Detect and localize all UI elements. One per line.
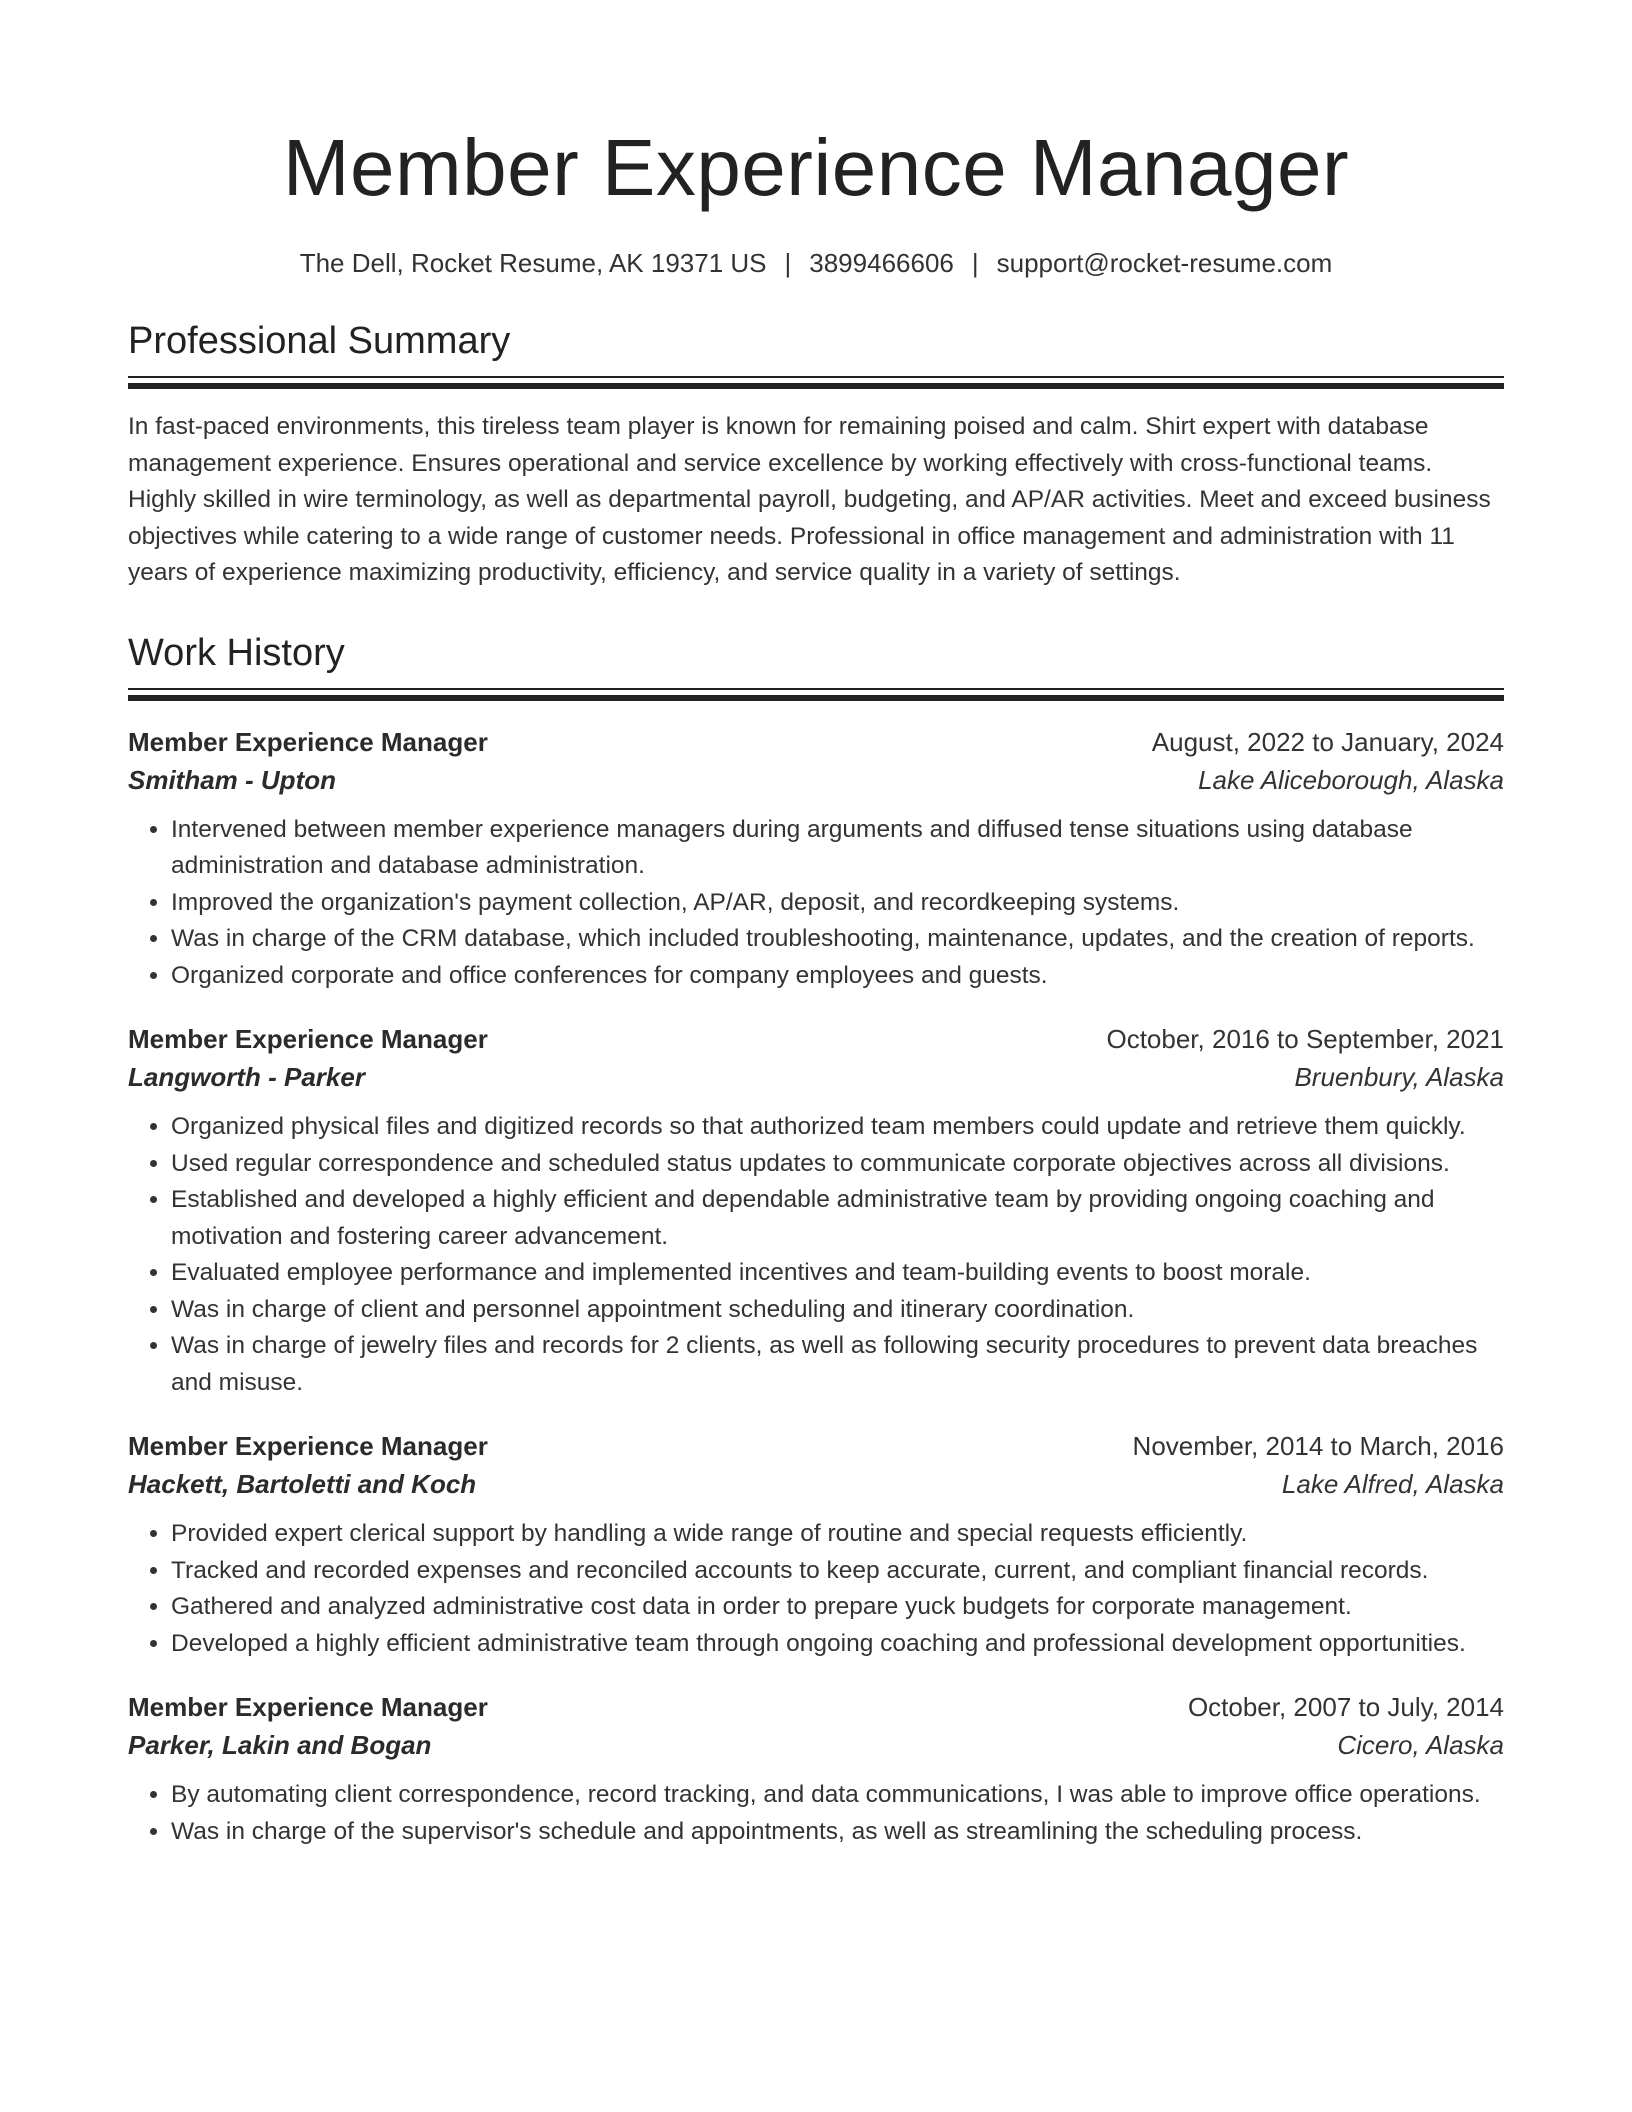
job-location: Cicero, Alaska	[1337, 1730, 1504, 1760]
job-bullet: • Used regular correspondence and scheduled status updates to communicate corporate objectives across all divisions.	[171, 1146, 1504, 1183]
job-bullet-list	[128, 812, 1504, 995]
job-bullet: • Was in charge of client and personnel appointment scheduling and itinerary coordination.	[171, 1292, 1504, 1329]
contact-email: support@rocket-resume.com	[996, 248, 1333, 278]
job-bullet: • Established and developed a highly efficient and dependable administrative team by providing ongoing coaching and motivation and fostering career advancement.	[171, 1182, 1504, 1255]
job-company-row	[128, 761, 1504, 799]
job-bullet: • Organized physical files and digitized records so that authorized team members could update and retrieve them quickly.	[171, 1109, 1504, 1146]
job-header-row	[128, 723, 1504, 761]
job-company-row	[128, 1726, 1504, 1764]
job-company: Parker, Lakin and Bogan	[128, 1730, 432, 1760]
job-dates: October, 2007 to July, 2014	[1187, 1692, 1504, 1722]
job-company: Smitham - Upton	[128, 764, 336, 795]
work-history-section	[128, 630, 1504, 1851]
job-bullet: • Was in charge of the supervisor's schedule and appointments, as well as streamlining the scheduling process.	[171, 1814, 1504, 1851]
job-header-row	[128, 1427, 1504, 1465]
job-title: Member Experience Manager	[128, 726, 488, 757]
job-entry	[128, 1427, 1504, 1662]
job-location: Bruenbury, Alaska	[1294, 1062, 1504, 1092]
job-bullet: • Developed a highly efficient administrative team through ongoing coaching and professional development opportunities.	[171, 1626, 1504, 1663]
job-bullet-list	[128, 1777, 1504, 1850]
candidate-name: Member Experience Manager	[282, 123, 1350, 212]
job-company: Hackett, Bartoletti and Koch	[128, 1469, 477, 1499]
job-location: Lake Aliceborough, Alaska	[1198, 764, 1504, 795]
section-title-work-history: Work History	[128, 631, 345, 674]
job-header-row	[128, 1688, 1504, 1726]
job-bullet: • Gathered and analyzed administrative cost data in order to prepare yuck budgets for corporate management.	[171, 1589, 1504, 1626]
job-company: Langworth - Parker	[128, 1062, 365, 1092]
contact-address: The Dell, Rocket Resume, AK 19371 US	[299, 248, 767, 278]
contact-phone: 3899466606	[809, 248, 954, 278]
job-title: Member Experience Manager	[128, 1024, 488, 1054]
section-title-summary: Professional Summary	[128, 320, 511, 362]
job-company-row	[128, 1465, 1504, 1503]
job-bullet: • Organized corporate and office conferences for company employees and guests.	[171, 958, 1504, 995]
job-company-row	[128, 1058, 1504, 1096]
section-divider	[128, 688, 1504, 701]
job-list	[128, 723, 1504, 1851]
contact-separator: |	[784, 248, 792, 278]
summary-text: In fast-paced environments, this tireless team player is known for remaining poised and calm. Shirt expert with database management experience. Ensures operational and service excellence by working effectively with cross-functional teams. Highly skilled in wire terminology, as well as departmental payroll, budgeting, and AP/AR activities. Meet and exceed business objectives while catering to a wide range of customer needs. Professional in office management and administration with 11 years of experience maximizing productivity, efficiency, and service quality in a variety of settings.	[128, 413, 1491, 586]
job-title: Member Experience Manager	[128, 1692, 488, 1722]
job-dates: November, 2014 to March, 2016	[1132, 1431, 1504, 1461]
job-bullet: • Evaluated employee performance and implemented incentives and team-building events to boost morale.	[171, 1255, 1504, 1292]
job-location: Lake Alfred, Alaska	[1281, 1469, 1504, 1499]
job-dates: October, 2016 to September, 2021	[1106, 1024, 1504, 1054]
job-header-row	[128, 1020, 1504, 1058]
contact-line	[128, 246, 1504, 280]
job-bullet: • Tracked and recorded expenses and reconciled accounts to keep accurate, current, and compliant financial records.	[171, 1553, 1504, 1590]
job-bullet-list	[128, 1109, 1504, 1401]
job-entry	[128, 1688, 1504, 1850]
job-bullet: • Intervened between member experience managers during arguments and diffused tense situations using database administration and database administration.	[171, 812, 1504, 885]
job-bullet: • Provided expert clerical support by handling a wide range of routine and special requests efficiently.	[171, 1516, 1504, 1553]
job-bullet: • Improved the organization's payment collection, AP/AR, deposit, and recordkeeping systems.	[171, 885, 1504, 922]
professional-summary-section	[128, 318, 1504, 592]
job-bullet: • By automating client correspondence, record tracking, and data communications, I was able to improve office operations.	[171, 1777, 1504, 1814]
job-bullet-list	[128, 1516, 1504, 1662]
job-entry	[128, 1020, 1504, 1401]
contact-separator: |	[971, 248, 979, 278]
job-bullet: • Was in charge of the CRM database, which included troubleshooting, maintenance, updates, and the creation of reports.	[171, 921, 1504, 958]
job-title: Member Experience Manager	[128, 1431, 488, 1461]
section-divider	[128, 376, 1504, 389]
job-bullet: • Was in charge of jewelry files and records for 2 clients, as well as following security procedures to prevent data breaches and misuse.	[171, 1328, 1504, 1401]
job-entry	[128, 723, 1504, 995]
job-dates: August, 2022 to January, 2024	[1151, 726, 1504, 757]
